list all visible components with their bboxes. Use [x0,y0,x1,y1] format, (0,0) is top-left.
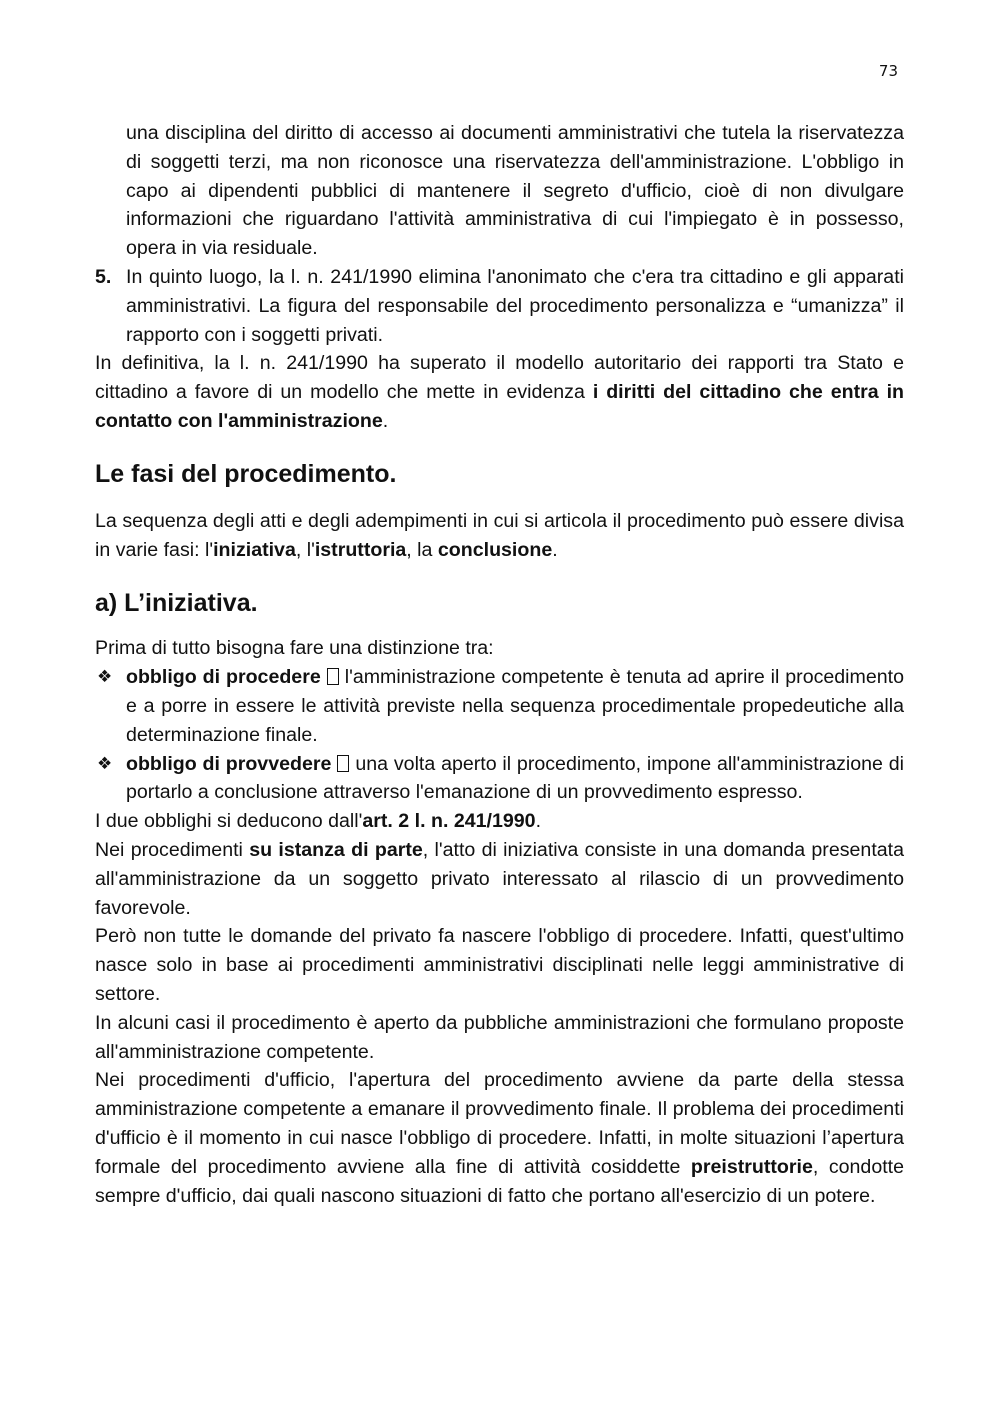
text: , condotte sempre d'ufficio, dai quali nascono situazioni di fatto che portano all'esercizio di un potere. [95,1155,904,1207]
continuation-paragraph: una disciplina del diritto di accesso ai documenti amministrativi che tutela la riservatezza di soggetti terzi, ma non riconosce una riservatezza dell'amministrazione. L'obbligo in capo ai dipendenti pubblici di mantenere il segreto d'ufficio, cioè di non divulgare informazioni che riguardano l'attività amministrativa di cui l'impiegato è in possesso, opera in via residuale. [126,122,904,260]
conclusion-paragraph [95,349,904,435]
diamond-bullet-icon: ❖ [97,667,113,687]
bold-phrase: i diritti del cittadino che entra in contatto con l'amministrazione [95,381,904,432]
diamond-bullet-icon: ❖ [97,753,113,773]
page-body [95,119,904,1210]
pero-paragraph: Però non tutte le domande del privato fa nascere l'obbligo di procedere. Infatti, quest'ultimo nasce solo in base ai procedimenti amministrativi disciplinati nelle leggi amministrative di settore. [95,925,904,1005]
text: . [382,409,389,432]
intro-distinzione: Prima di tutto bisogna fare una distinzione tra: [95,637,494,660]
bold-term: conclusione [437,538,553,561]
bold-term: iniziativa [213,538,296,561]
bullet-term: obbligo di procedere [126,666,321,689]
section-heading-fasi: Le fasi del procedimento. [95,459,397,488]
text: , l' [295,538,315,561]
text: I due obblighi si deducono dall' [95,810,363,833]
bold-term: istruttoria [314,538,407,561]
point-text: In quinto luogo, la l. n. 241/1990 elimina l'anonimato che c'era tra cittadino e gli apparati amministrativi. La figura del responsabile del procedimento personalizza e “umanizza” il rapporto con i soggetti privati. [126,265,904,346]
bold-phrase: su istanza di parte [249,838,423,861]
text: Nei procedimenti [95,838,250,861]
list-number: 5. [95,265,112,288]
alcuni-casi-paragraph: In alcuni casi il procedimento è aperto da pubbliche amministrazioni che formulano proposte all'amministrazione competente. [95,1011,904,1063]
bullet-term: obbligo di provvedere [126,752,332,775]
page-number: 73 [878,62,898,80]
subsection-heading-iniziativa: a) L’iniziativa. [95,589,258,618]
fasi-paragraph [95,507,904,565]
istanza-paragraph [95,836,904,922]
text: , la [406,538,438,561]
bullet-text: una volta aperto il procedimento, impone all'amministrazione di portarlo a conclusione attraverso l'emanazione di un provvedimento espresso. [126,752,904,804]
obblighi-paragraph [95,807,904,836]
bold-reference: art. 2 l. n. 241/1990 [362,810,536,833]
ufficio-paragraph [95,1066,904,1210]
missing-glyph-icon [327,668,339,685]
numbered-point-5 [95,263,904,349]
text: . [535,810,542,833]
text: In definitiva, la l. n. 241/1990 ha superato il modello autoritario dei rapporti tra Stato e cittadino a favore di un modello che mette in evidenza [95,352,904,404]
bullet-text: l'amministrazione competente è tenuta ad aprire il procedimento e a porre in essere le attività previste nella sequenza procedimentale propedeutiche alla determinazione finale. [126,666,904,746]
bullet-item [95,663,904,749]
text: La sequenza degli atti e degli adempimenti in cui si articola il procedimento può essere divisa in varie fasi: l' [95,509,904,561]
bullet-item [95,750,904,808]
text: , l'atto di iniziativa consiste in una domanda presentata all'amministrazione da un soggetto privato interessato al rilascio di un provvedimento favorevole. [95,838,904,919]
text: Nei procedimenti d'ufficio, l'apertura del procedimento avviene da parte della stessa amministrazione competente a emanare il provvedimento finale. Il problema dei procedimenti d'ufficio è il momento in cui nasce l'obbligo di procedere. Infatti, in molte situazioni l’apertura formale del procedimento avviene alla fine di attività cosiddette [95,1069,904,1178]
missing-glyph-icon [337,755,349,772]
text: . [552,538,558,561]
bold-term: preistruttorie [690,1155,813,1178]
